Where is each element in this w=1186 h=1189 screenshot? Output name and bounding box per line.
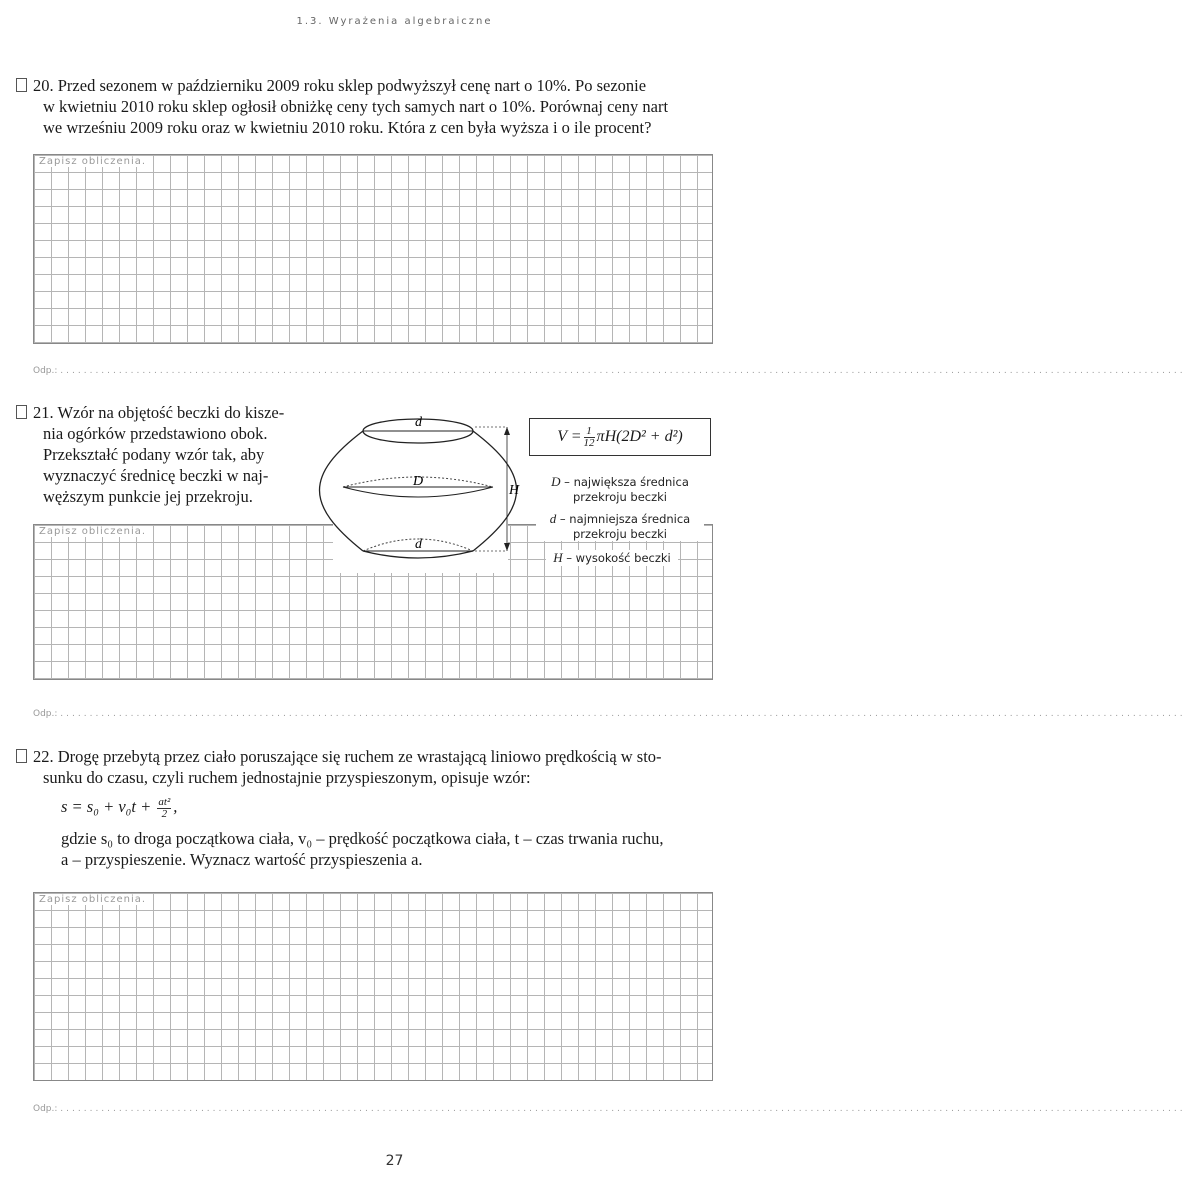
task-22-number: 22. <box>33 747 54 766</box>
grid-label: Zapisz obliczenia. <box>36 526 149 537</box>
barrel-diagram <box>325 405 525 575</box>
grid-label: Zapisz obliczenia. <box>36 894 149 905</box>
legend-H: H – wysokość beczki <box>546 550 678 566</box>
running-title: 1.3. Wyrażenia algebraiczne <box>296 16 493 27</box>
barrel-label-top-d: d <box>415 415 422 430</box>
task-checkbox[interactable] <box>16 78 27 92</box>
task-20-number: 20. <box>33 76 54 95</box>
answer-label: Odp.: <box>33 1104 58 1114</box>
barrel-label-bottom-d: d <box>415 537 422 552</box>
grid-label: Zapisz obliczenia. <box>36 156 149 167</box>
task-22-line-3: gdzie s₀ to droga początkowa ciała, v₀ – prędkość początkowa ciała, t – czas trwania ruchu, <box>61 828 664 848</box>
task-21-number: 21. <box>33 403 54 422</box>
task-20-work-grid[interactable] <box>33 154 713 344</box>
task-21-line-3: Przekształć podany wzór tak, aby <box>43 445 265 464</box>
page-number: 27 <box>385 1153 404 1169</box>
task-21-answer-line[interactable]: Odp.: ................................................................................................................................................................................................ <box>33 709 1186 719</box>
task-20 <box>16 75 668 138</box>
task-checkbox[interactable] <box>16 749 27 763</box>
task-22-line-4: a – przyspieszenie. Wyznacz wartość przyspieszenia a. <box>61 849 423 869</box>
task-21-line-1: 21. Wzór na objętość beczki do kisze- <box>16 402 284 423</box>
answer-label: Odp.: <box>33 366 58 376</box>
task-20-line-2: w kwietniu 2010 roku sklep ogłosił obniżkę ceny tych samych nart o 10%. Porównaj ceny nart <box>43 97 669 116</box>
barrel-label-H: H <box>509 483 520 498</box>
task-20-answer-line[interactable]: Odp.: ................................................................................................................................................................................................ <box>33 366 1186 376</box>
barrel-label-D: D <box>413 474 424 489</box>
barrel-volume-formula: V = $\frac{1}{12}$ πH(2D² + d²) <box>529 418 711 456</box>
legend-D: D – największa średnica przekroju beczki <box>536 474 704 504</box>
task-22-work-grid[interactable] <box>33 892 713 1081</box>
task-22-line-2: sunku do czasu, czyli ruchem jednostajnie przyspieszonym, opisuje wzór: <box>43 768 531 787</box>
task-22-formula: s = s₀ + v₀t + $\frac{\text{at²}}{2}$ , <box>61 795 178 820</box>
task-21-line-5: węższym punkcie jej przekroju. <box>43 487 253 506</box>
task-21 <box>16 402 284 507</box>
legend-d: d – najmniejsza średnica przekroju beczki <box>536 511 704 541</box>
task-20-line-1: 20. Przed sezonem w październiku 2009 roku sklep podwyższył cenę nart o 10%. Po sezonie <box>16 75 668 96</box>
task-checkbox[interactable] <box>16 405 27 419</box>
task-22-answer-line[interactable]: Odp.: ................................................................................................................................................................................................ <box>33 1104 1186 1114</box>
task-20-line-3: we wrześniu 2009 roku oraz w kwietniu 2010 roku. Która z cen była wyższa i o ile procent? <box>43 118 652 137</box>
task-21-line-2: nia ogórków przedstawiono obok. <box>43 424 268 443</box>
task-22 <box>16 746 664 870</box>
task-22-line-1: 22. Drogę przebytą przez ciało poruszające się ruchem ze wrastającą liniowo prędkością w sto- <box>16 746 664 767</box>
answer-label: Odp.: <box>33 709 58 719</box>
formula-fraction: $\frac{1}{12}$ <box>583 424 595 449</box>
task-21-line-4: wyznaczyć średnicę beczki w naj- <box>43 466 269 485</box>
